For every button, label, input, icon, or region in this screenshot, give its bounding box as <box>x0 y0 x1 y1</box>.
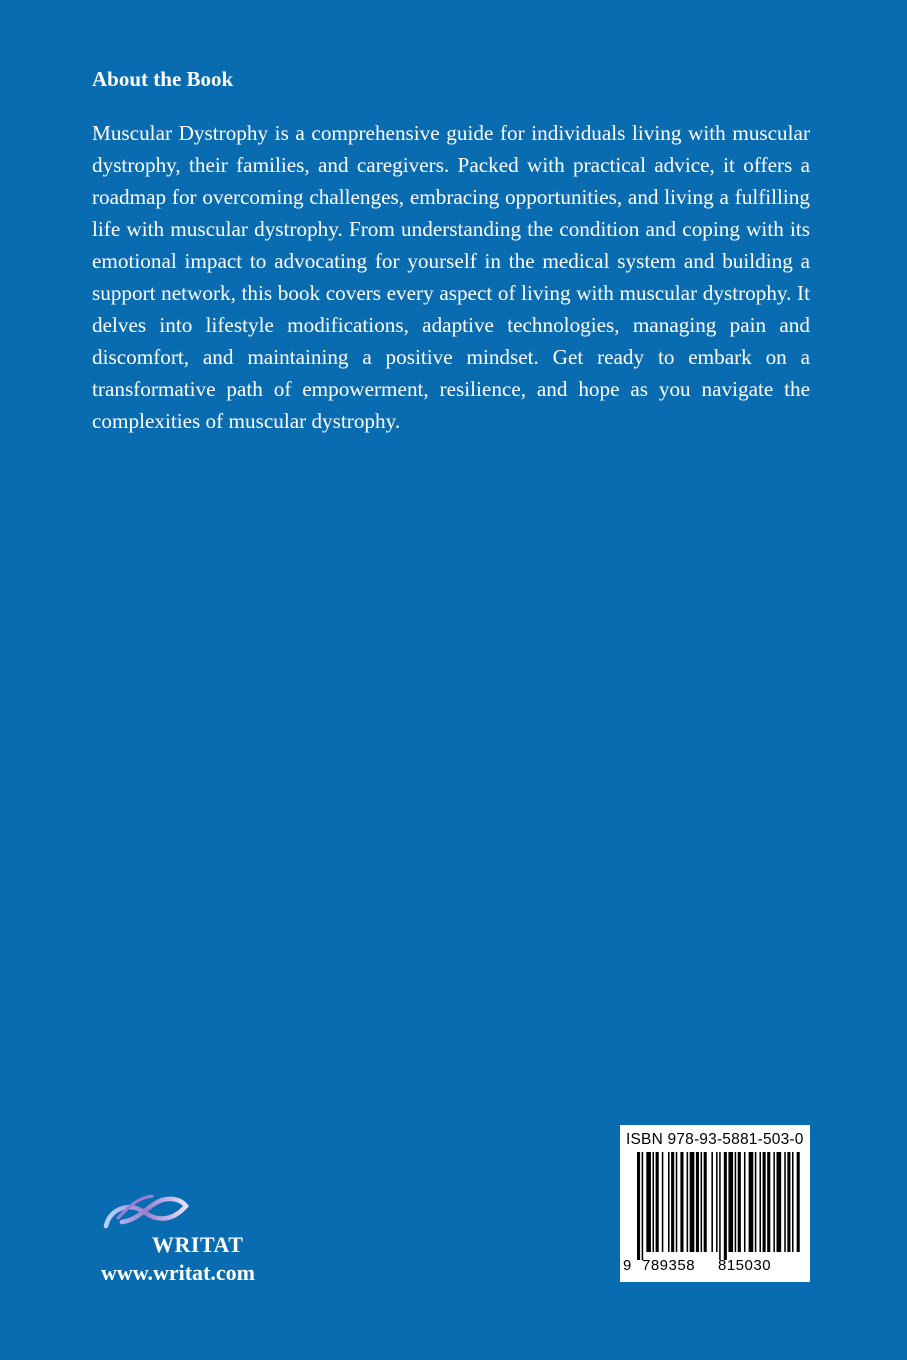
infinity-swoosh-icon <box>100 1188 192 1234</box>
barcode-bar <box>653 1152 655 1252</box>
isbn-barcode <box>620 1125 810 1282</box>
barcode-bar <box>792 1152 794 1252</box>
barcode-bar <box>724 1152 727 1260</box>
book-description: Muscular Dystrophy is a comprehensive guide for individuals living with muscular dystrophy, their families, and caregivers. Packed with practical advice, it offers a roadmap for overcoming challenges, embracing opportunities, and living a fulfilling life with muscular dystrophy. From understanding the condition and coping with its emotional impact to advocating for yourself in the medical system and building a support network, this book covers every aspect of living with muscular dystrophy. It delves into lifestyle modifications, adaptive technologies, managing pain and discomfort, and maintaining a positive mindset. Get ready to embark on a transformative path of empowerment, resilience, and hope as you navigate the complexities of muscular dystrophy. <box>92 121 810 433</box>
barcode-bar <box>777 1152 782 1252</box>
barcode-bar <box>759 1152 761 1252</box>
barcode-bar <box>676 1152 678 1252</box>
barcode-bar <box>656 1152 659 1252</box>
barcode-digits-left: 789358 <box>642 1257 696 1274</box>
barcode-bar <box>680 1152 683 1252</box>
publisher-name: WRITAT <box>152 1232 244 1257</box>
barcode-bar <box>668 1152 670 1252</box>
barcode-bar <box>773 1152 775 1252</box>
publisher-url[interactable]: www.writat.com <box>101 1260 255 1285</box>
barcode-bar <box>637 1152 640 1260</box>
barcode-bar <box>767 1152 770 1252</box>
barcode-bar <box>784 1152 786 1252</box>
isbn-label: ISBN 978-93-5881-503-0 <box>626 1131 804 1148</box>
barcode-bar <box>716 1152 718 1252</box>
barcode-bar <box>646 1152 651 1252</box>
barcode-bar <box>696 1152 699 1252</box>
barcode-bar <box>719 1152 721 1260</box>
barcode-bar <box>763 1152 766 1252</box>
barcode-bar <box>749 1152 754 1252</box>
barcode-digit-lead: 9 <box>623 1257 632 1274</box>
about-heading: About the Book <box>92 67 234 91</box>
barcode-bar <box>744 1152 746 1252</box>
barcode-digits-right: 815030 <box>718 1257 772 1274</box>
barcode-bar <box>711 1152 713 1252</box>
barcode-bar <box>704 1152 707 1252</box>
barcode-bar <box>755 1152 757 1252</box>
barcode-bar <box>787 1152 790 1252</box>
barcode-bars <box>620 1152 810 1262</box>
barcode-bar <box>662 1152 664 1252</box>
barcode-bar <box>687 1152 689 1252</box>
barcode-bar <box>690 1152 695 1252</box>
barcode-bar <box>735 1152 737 1252</box>
barcode-bar <box>728 1152 733 1252</box>
barcode-bar <box>738 1152 741 1252</box>
barcode-bar <box>642 1152 644 1260</box>
barcode-bar <box>797 1152 800 1252</box>
barcode-bar <box>671 1152 674 1252</box>
barcode-bar <box>701 1152 703 1252</box>
